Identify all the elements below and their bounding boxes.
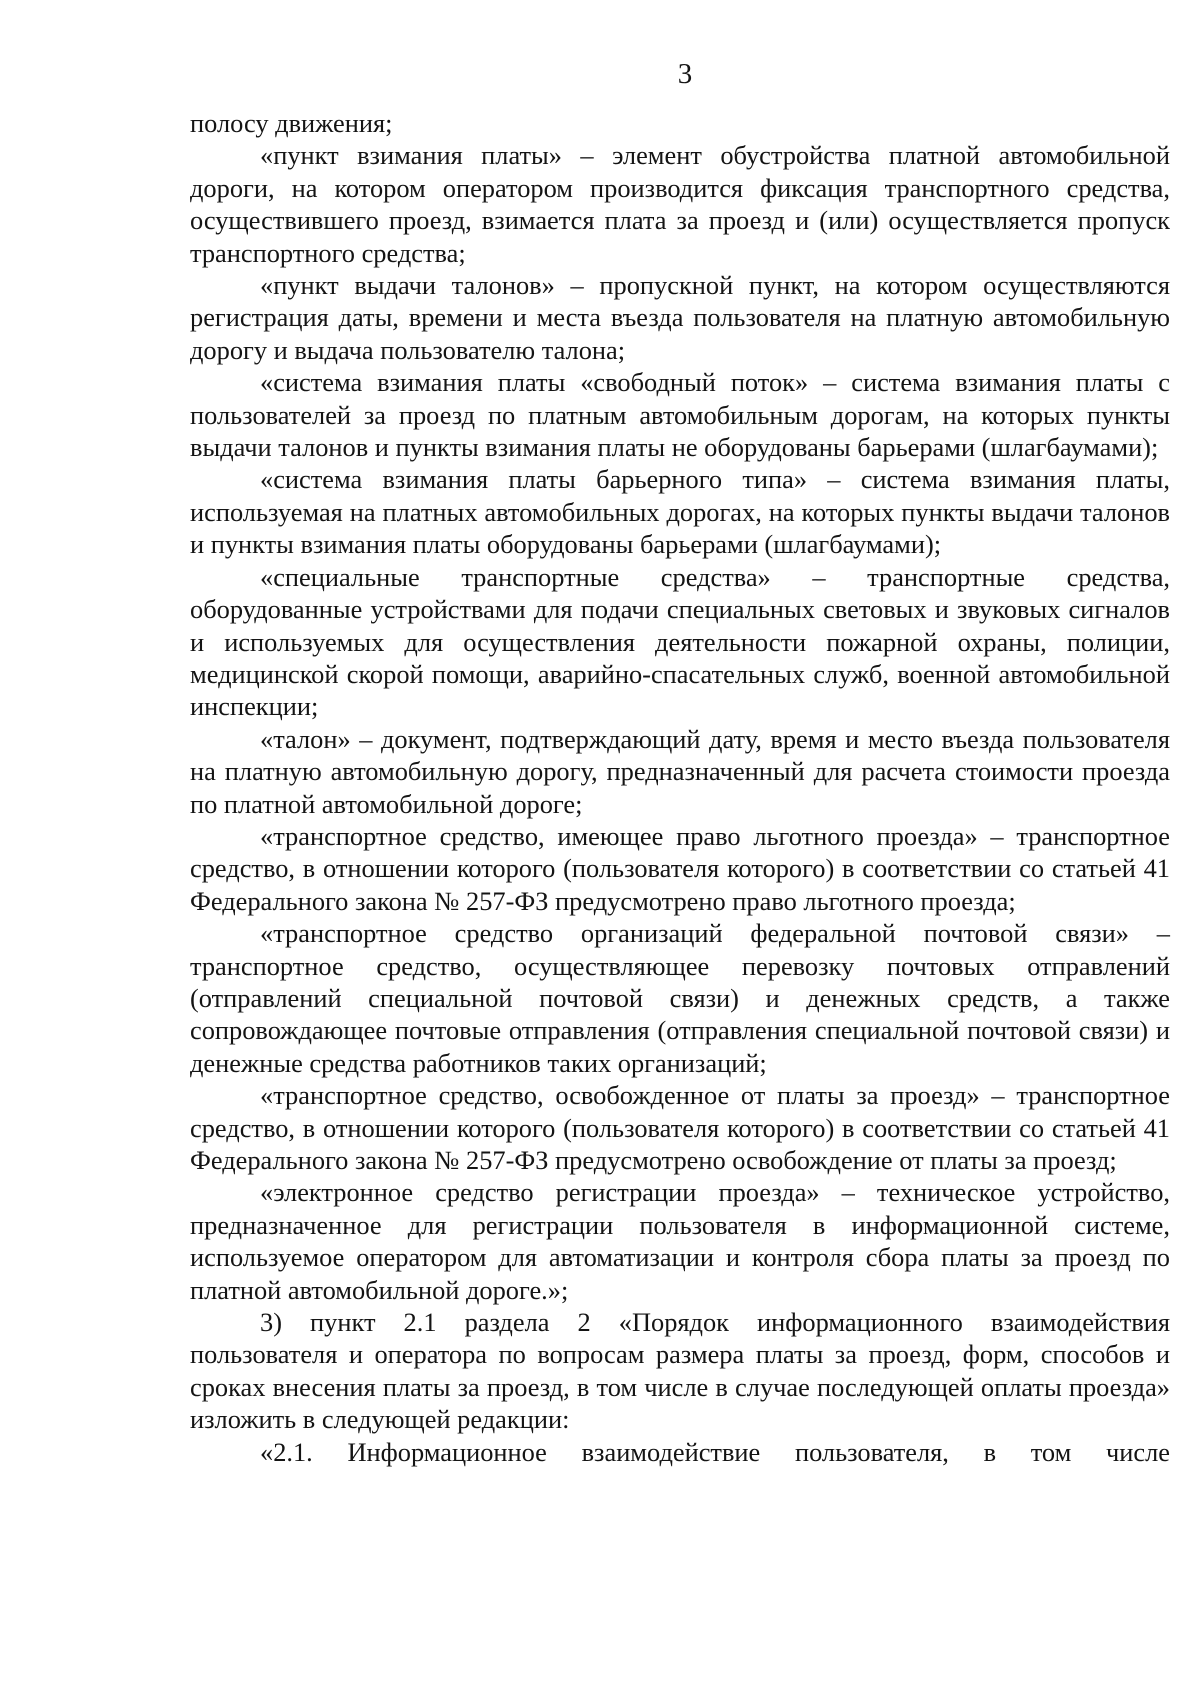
page-number: 3 bbox=[677, 58, 693, 90]
definition-free-flow-system: «система взимания платы «свободный поток» – система взимания платы с пользователей за проезд по платным автомобильным дорогам, на которых пункты выдачи талонов и пункты взимания платы не оборудованы барьерами (шлагбаумами); bbox=[190, 367, 1170, 463]
definition-exempt-vehicle: «транспортное средство, освобожденное от платы за проезд» – транспортное средство, в отношении которого (пользователя которого) в соответствии со статьей 41 Федерального закона № 257-ФЗ предусмотрено освобождение от платы за проезд; bbox=[190, 1080, 1170, 1175]
definition-postal-vehicle: «транспортное средство организаций федеральной почтовой связи» – транспортное средство, осуществляющее перевозку почтовых отправлений (отправлений специальной почтовой связи) и денежных средств, а также сопровождающее почтовые отправления (отправления специальной почтовой связи) и денежные средства работников таких организаций; bbox=[190, 918, 1170, 1078]
amendment-clause-2-1: «2.1. Информационное взаимодействие пользователя, в том числе bbox=[260, 1436, 1170, 1467]
amendment-item-3: 3) пункт 2.1 раздела 2 «Порядок информационного взаимодействия пользователя и оператора по вопросам размера платы за проезд, форм, способов и сроках внесения платы за проезд, в том числе в случае последующей оплаты проезда» изложить в следующей редакции: bbox=[190, 1307, 1170, 1435]
definition-electronic-registration-device: «электронное средство регистрации проезда» – техническое устройство, предназначенное для регистрации пользователя в информационной системе, используемое оператором для автоматизации и контроля сбора платы за проезд по платной автомобильной дороге.»; bbox=[190, 1177, 1170, 1305]
definition-preferential-vehicle: «транспортное средство, имеющее право льготного проезда» – транспортное средство, в отношении которого (пользователя которого) в соответствии со статьей 41 Федерального закона № 257-ФЗ предусмотрено право льготного проезда; bbox=[190, 820, 1170, 916]
definition-special-vehicles: «специальные транспортные средства» – транспортные средства, оборудованные устройствами для подачи специальных световых и звуковых сигналов и используемых для осуществления деятельности пожарной охраны, полиции, медицинской скорой помощи, аварийно-спасательных служб, военной автомобильной инспекции; bbox=[190, 561, 1170, 722]
definition-ticket: «талон» – документ, подтверждающий дату, время и место въезда пользователя на платную автомобильную дорогу, предназначенный для расчета стоимости проезда по платной автомобильной дороге; bbox=[190, 723, 1170, 819]
definition-barrier-system: «система взимания платы барьерного типа» – система взимания платы, используемая на платных автомобильных дорогах, на которых пункты выдачи талонов и пункты взимания платы оборудованы барьерами (шлагбаумами); bbox=[190, 464, 1170, 560]
paragraph-continuation: полосу движения; bbox=[190, 108, 393, 138]
definition-toll-collection-point: «пункт взимания платы» – элемент обустройства платной автомобильной дороги, на котором оператором производится фиксация транспортного средства, осуществившего проезд, взимается плата за проезд и (или) осуществляется пропуск транспортного средства; bbox=[190, 140, 1170, 268]
definition-ticket-issuing-point: «пункт выдачи талонов» – пропускной пункт, на котором осуществляются регистрация даты, времени и места въезда пользователя на платную автомобильную дорогу и выдача пользователю талона; bbox=[190, 270, 1170, 365]
document-body bbox=[190, 107, 1170, 1468]
